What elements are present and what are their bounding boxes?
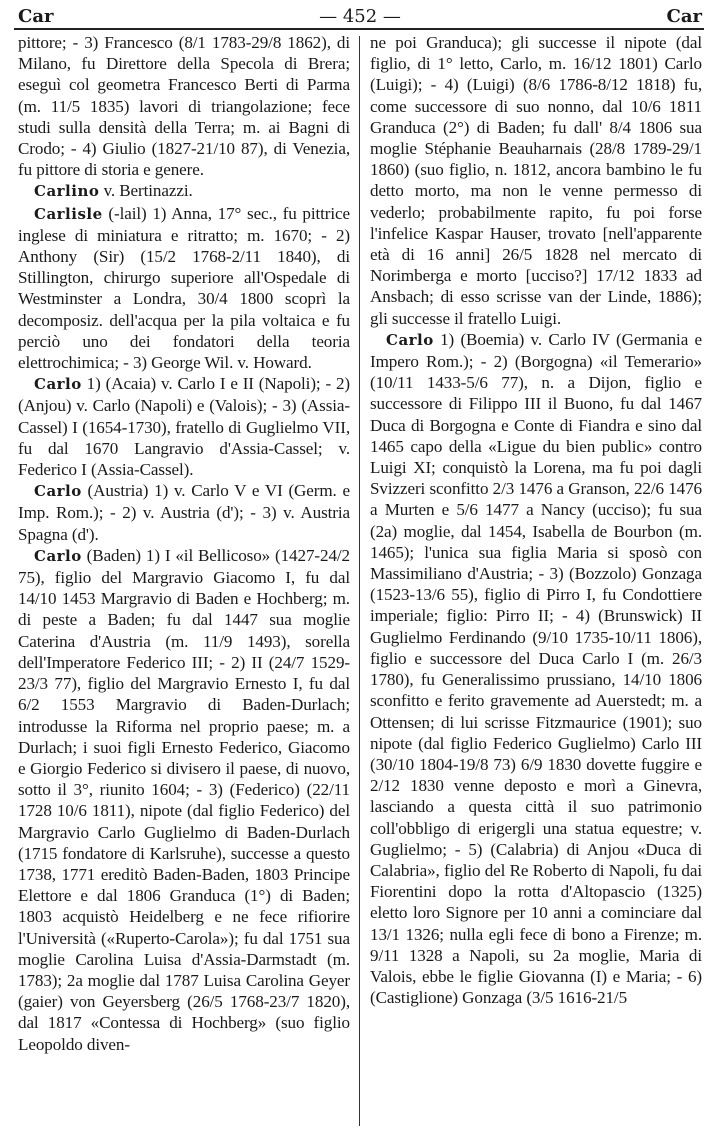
header-right-keyword: Car <box>666 5 702 27</box>
column-divider <box>359 36 360 1126</box>
entry-text: 1) (Boemia) v. Carlo IV (Germania e Impero Rom.); - 2) (Borgogna) «il Temerario» (10/11 1433-5/6 77), n. a Dijon, figlio e successore di Filippo III il Buono, fu dal 1467 Duca di Borgogna e Conte di Fiandra e sino dal 1465 capo della «Ligue du bien public» contro Luigi XI; conquistò la Lorena, ma fu poi dagli Svizzeri sconfitto 2/3 1476 a Granson, 22/6 1476 a Murten e 5/6 1477 a Nancy (ucciso); fu sua (2a) moglie, dal 1454, Isabella de Bourbon (m. 1465); l'unica sua figlia Maria si sposò con Massimiliano d'Austria; - 3) (Bozzolo) Gonzaga (1523-13/6 55), figlio di Pirro I, fu Condottiere imperiale; figlio: Pirro II; - 4) (Brunswick) II Guglielmo Ferdinando (9/10 1735-10/11 1806), figlio e successore del Duca Carlo I (m. 26/3 1780), fu Generalissimo prussiano, 14/10 1806 sconfitto e ferito gravemente ad Auerstedt; m. a Ottensen; di lui scrisse Fitzmaurice (1901); suo nipote (dal figlio Federico Guglielmo) Carlo III (30/10 1804-19/8 73) 6/9 1830 dovette fuggire e 2/12 1830 venne deposto e morì a Ginevra, lasciando a questa città il suo patrimonio coll'obbligo di erigergli una statua equestre; v. Guglielmo; - 5) (Calabria) di Anjou «Duca di Calabria», figlio del Re Roberto di Napoli, fu dai Fiorentini dopo la rotta d'Altopascio (1325) eletto loro Signore per 10 anni a cominciare dal 13/1 1326; nulla egli fece di bono a Firenze; m. 9/11 1328 a Napoli, su 2a moglie, Maria di Valois, ebbe le figlie Giovanna (I) e Maria; - 6) (Castiglione) Gonzaga (3/5 1616-21/5 <box>370 329 702 1008</box>
entry-headword: Carlo <box>34 546 82 565</box>
entry-headword: Carlino <box>34 182 100 201</box>
left-column <box>18 32 350 1126</box>
entry-text: v. Bertinazzi. <box>103 181 193 201</box>
entry-carlisle <box>18 203 350 374</box>
entry-headword: Carlo <box>386 330 434 349</box>
entry-carlo-baden-continued <box>370 32 702 329</box>
header-rule <box>14 28 704 30</box>
entry-carlo-acaia <box>18 373 350 480</box>
entry-carlino <box>18 180 350 202</box>
entry-headword: Carlisle <box>34 204 103 223</box>
entry-carlo-austria <box>18 480 350 545</box>
entry-text: pittore; - 3) Francesco (8/1 1783-29/8 1862), di Milano, fu Direttore della Specola di Brera; eseguì col geometra Francesco Berti di Parma (m. 11/5 1835) lavori di triangolazione; fece studi sulla densità della Terra; m. ai Bagni di Crodo; - 4) Giulio (1827-21/10 87), di Venezia, fu pittore di storia e genere. <box>18 33 350 180</box>
right-column <box>370 32 702 1126</box>
entry-text: (Austria) 1) v. Carlo V e VI (Germ. e Imp. Rom.); - 2) v. Austria (d'); - 3) v. Austria Spagna (d'). <box>18 481 350 544</box>
entry-text: (Baden) 1) I «il Bellicoso» (1427-24/2 75), figlio del Margravio Giacomo I, fu dal 14/10 1453 Margravio di Baden e Hochberg; m. di peste a Baden; fu dal 1447 sua moglie Caterina d'Austria (m. 11/9 1493), sorella dell'Imperatore Federico III; - 2) II (24/7 1529-23/3 77), figlio del Margravio Ernesto I, fu dal 6/2 1553 Margravio di Baden-Durlach; introdusse la Riforma nel proprio paese; m. a Durlach; i suoi figli Ernesto Federico, Giacomo e Giorgio Federico si divisero il paese, di nuovo, sotto il 3°, riunito 1604; - 3) (Federico) (22/11 1728 10/6 1811), nipote (dal figlio Federico) del Margravio Carlo Guglielmo di Baden-Durlach (1715 fondatore di Karlsruhe), successe a questo 1738, 1771 ereditò Baden-Baden, 1803 Principe Elettore e dal 1806 Granduca (1°) di Baden; 1803 acquistò Heidelberg e ne fece rifiorire l'Università («Ruperto-Carola»); fu dal 1751 sua moglie Carolina Luisa d'Assia-Darmstadt (m. 1783); 2a moglie dal 1787 Luisa Carolina Geyer (gaier) von Geyersberg (26/5 1768-23/7 1820), dal 1817 «Contessa di Hochberg» (suo figlio Leopoldo diven- <box>18 545 350 1054</box>
entry-text: 1) (Acaia) v. Carlo I e II (Napoli); - 2) (Anjou) v. Carlo (Napoli) e (Valois); - 3) (Assia-Cassel) I (1654-1730), fratello di Guglielmo VII, fu dal 1670 Langravio d'Assia-Cassel; v. Federico I (Assia-Cassel). <box>18 374 350 480</box>
entry-headword: Carlo <box>34 375 82 394</box>
header-left-keyword: Car <box>18 5 54 27</box>
entry-carlo-baden <box>18 545 350 1055</box>
entry-text: (-lail) 1) Anna, 17° sec., fu pittrice inglese di miniatura e ritratto; m. 1670; - 2) Anthony (Sir) (15/2 1768-2/11 1840), di Stillington, chirurgo superiore all'Ospedale di Westminster a Londra, 30/4 1800 scoprì la decomposiz. dell'acqua per la pila voltaica e fu perciò uno dei fondatori della teoria elettrochimica; - 3) George Wil. v. Howard. <box>18 203 350 373</box>
page-number: — 452 — <box>319 5 401 27</box>
entry-text: ne poi Granduca); gli successe il nipote (dal figlio, di 1° letto, Carlo, m. 16/12 1801) Carlo (Luigi); - 4) (Luigi) (8/6 1786-8/12 1818) fu, come successore di suo nonno, dal 10/6 1811 Granduca (2°) di Baden; fu dall' 8/4 1806 sua moglie Stéphanie Beauharnais (28/8 1789-29/1 1860) (suo figlio, n. 1812, ancora bambino le fu detto morto, ma non le venne permesso di vederlo; probabilmente rapito, fu poi forse l'infelice Kaspar Hauser, trovato [nell'apparente età di 16 anni] 26/5 1828 nel mercato di Norimberga e morto [ucciso?] 17/12 1833 ad Ansbach; di esso scrisse van der Linde, 1886); gli successe il fratello Luigi. <box>370 33 702 328</box>
entry-headword: Carlo <box>34 482 82 501</box>
entry-carlo-boemia <box>370 329 702 1009</box>
entry-carlevaris-continued <box>18 32 350 180</box>
running-header <box>18 4 702 28</box>
